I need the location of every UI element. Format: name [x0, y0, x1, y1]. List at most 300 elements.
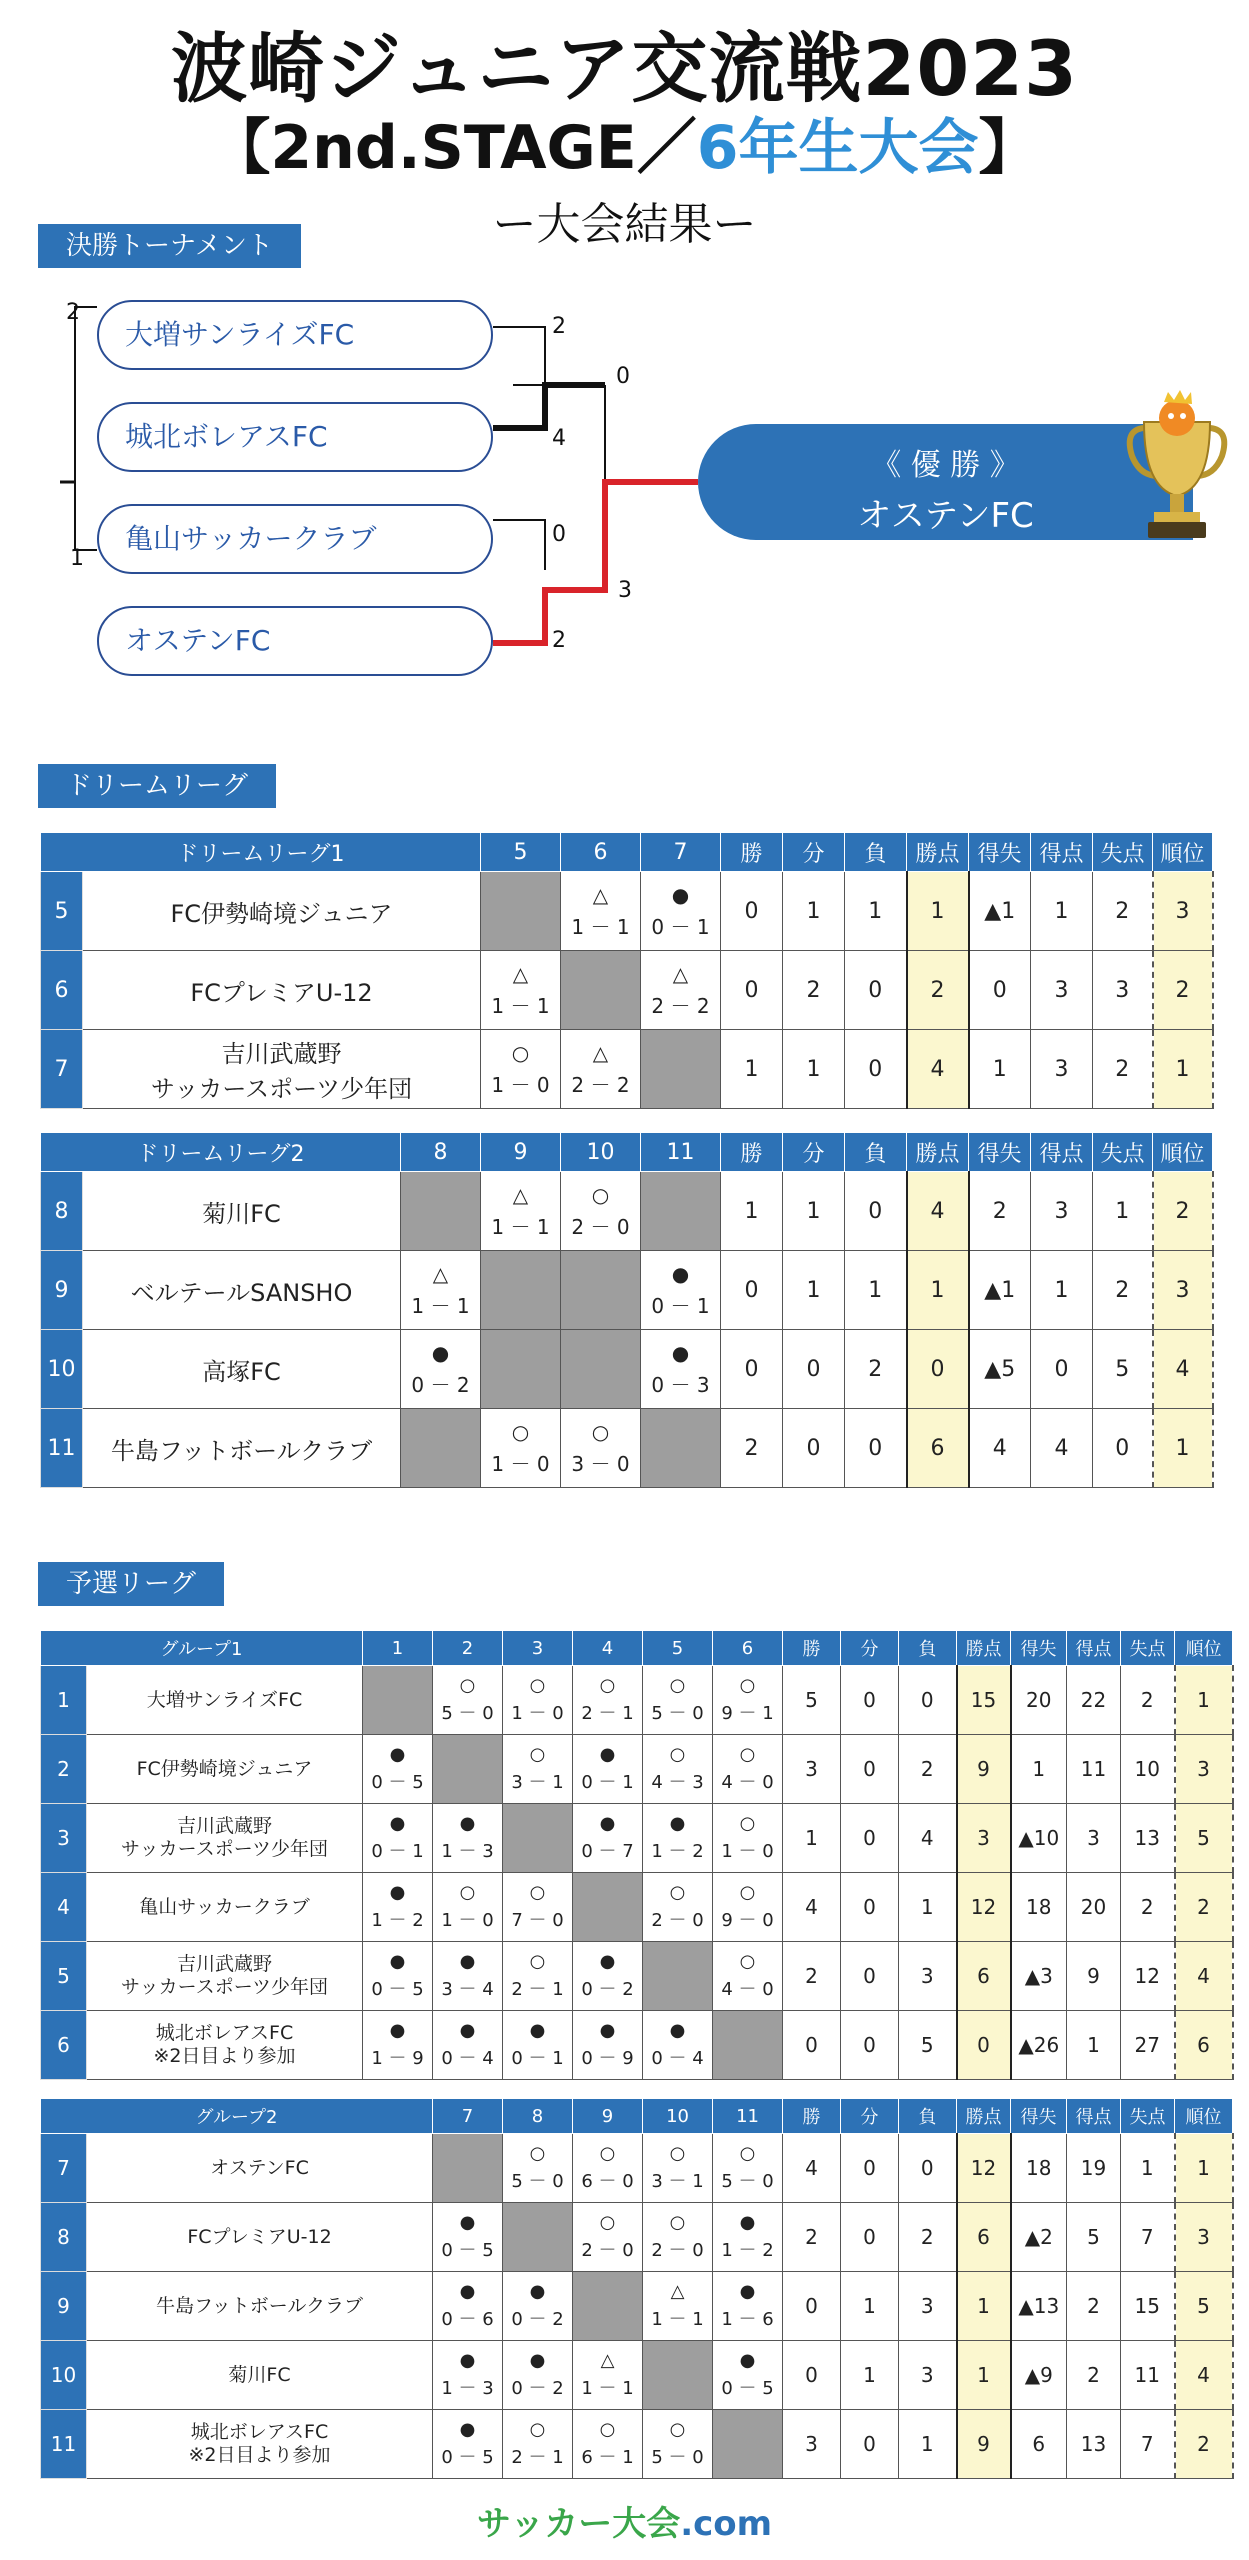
self-match-cell [713, 2011, 783, 2080]
stat-points: 6 [957, 2203, 1011, 2272]
result-mark: ● [389, 1744, 406, 1766]
result-mark: ● [459, 2212, 476, 2234]
col-header: 6 [561, 833, 641, 872]
team-number: 11 [41, 2410, 87, 2479]
stat-draws: 0 [841, 2410, 899, 2479]
stat-wins: 2 [783, 2203, 841, 2272]
match-score: 2 － 0 [581, 2240, 634, 2261]
team-number: 11 [41, 1409, 83, 1488]
stat-goal-diff: 1 [1011, 1735, 1067, 1804]
result-mark: ○ [739, 1744, 756, 1766]
stat-goals-against: 13 [1121, 1804, 1175, 1873]
stat-goals-against: 15 [1121, 2272, 1175, 2341]
stat-goals-for: 0 [1031, 1330, 1093, 1409]
result-mark: ○ [511, 1420, 530, 1444]
result-mark: ○ [511, 1041, 530, 1065]
match-score: 2 － 0 [651, 2240, 704, 2261]
stat-goals-against: 27 [1121, 2011, 1175, 2080]
stat-goals-against: 2 [1121, 1666, 1175, 1735]
match-result [713, 1873, 783, 1942]
team-name: 牛島フットボールクラブ [87, 2272, 433, 2341]
self-match-cell [561, 1251, 641, 1330]
match-result [713, 2134, 783, 2203]
stat-points: 4 [907, 1030, 969, 1109]
result-mark: ○ [529, 1951, 546, 1973]
stat-goals-for: 5 [1067, 2203, 1121, 2272]
stat-wins: 3 [783, 2410, 841, 2479]
col-header: 8 [401, 1133, 481, 1172]
stat-goal-diff: ▲26 [1011, 2011, 1067, 2080]
stat-draws: 1 [783, 1251, 845, 1330]
match-result [643, 2272, 713, 2341]
champion-team: オステンFC [857, 496, 1034, 536]
match-score: 1 － 1 [581, 2378, 634, 2399]
stat-points: 12 [957, 2134, 1011, 2203]
self-match-cell [503, 1804, 573, 1873]
stat-goals-against: 5 [1093, 1330, 1153, 1409]
match-result [433, 2203, 503, 2272]
stat-goal-diff: ▲10 [1011, 1804, 1067, 1873]
col-header-losses: 負 [845, 833, 907, 872]
match-score: 0 － 9 [581, 2048, 634, 2069]
team-number: 9 [41, 2272, 87, 2341]
match-result [641, 1251, 721, 1330]
site-logo [0, 2496, 1249, 2545]
match-score: 1 － 1 [411, 1294, 470, 1318]
match-score: 4 － 0 [721, 1979, 774, 2000]
col-header-draws: 分 [841, 2099, 899, 2134]
score-outer-top: 2 [66, 300, 80, 325]
match-result [643, 1666, 713, 1735]
stat-goals-for: 20 [1067, 1873, 1121, 1942]
match-score: 3 － 4 [441, 1979, 494, 2000]
stat-wins: 0 [783, 2272, 841, 2341]
stat-losses: 0 [845, 1172, 907, 1251]
self-match-cell [641, 1409, 721, 1488]
col-header: 5 [481, 833, 561, 872]
team-number: 6 [41, 2011, 87, 2080]
prelim-group-1-table [40, 1630, 1234, 2080]
stat-draws: 2 [783, 951, 845, 1030]
result-mark: ○ [599, 1675, 616, 1697]
result-mark: ● [671, 883, 690, 907]
match-result [433, 2410, 503, 2479]
result-mark: △ [600, 2350, 615, 2372]
stat-goals-against: 11 [1121, 2341, 1175, 2410]
match-result [433, 2011, 503, 2080]
stat-losses: 2 [899, 2203, 957, 2272]
match-score: 1 － 3 [441, 1841, 494, 1862]
col-header: 11 [713, 2099, 783, 2134]
stat-points: 15 [957, 1666, 1011, 1735]
score-final-top: 0 [616, 364, 630, 389]
col-header: 2 [433, 1631, 503, 1666]
self-match-cell [503, 2203, 573, 2272]
match-score: 7 － 0 [511, 1910, 564, 1931]
result-mark: ○ [591, 1183, 610, 1207]
stat-wins: 0 [721, 951, 783, 1030]
stat-losses: 1 [845, 872, 907, 951]
stat-rank: 1 [1175, 2134, 1233, 2203]
match-score: 0 － 5 [371, 1772, 424, 1793]
match-result [363, 1804, 433, 1873]
self-match-cell [401, 1172, 481, 1251]
stat-goals-for: 22 [1067, 1666, 1121, 1735]
col-header-points: 勝点 [907, 1133, 969, 1172]
trophy-icon [1122, 388, 1232, 548]
result-mark: ○ [459, 1882, 476, 1904]
site-logo-domain: .com [680, 2504, 773, 2544]
col-header-goals-for: 得点 [1067, 1631, 1121, 1666]
stat-goals-against: 12 [1121, 1942, 1175, 2011]
match-result [643, 1873, 713, 1942]
dream-league-1-table [40, 832, 1214, 1109]
stat-rank: 2 [1153, 951, 1213, 1030]
result-mark: ● [671, 1341, 690, 1365]
stat-goal-diff: 20 [1011, 1666, 1067, 1735]
col-header-wins: 勝 [783, 1631, 841, 1666]
stat-rank: 5 [1175, 1804, 1233, 1873]
result-mark: ○ [669, 2419, 686, 2441]
result-mark: △ [672, 962, 689, 986]
stat-goals-against: 7 [1121, 2203, 1175, 2272]
match-score: 5 － 0 [441, 1703, 494, 1724]
team-number: 10 [41, 2341, 87, 2410]
match-score: 1 － 2 [651, 1841, 704, 1862]
match-result [433, 1942, 503, 2011]
match-result [643, 2203, 713, 2272]
result-mark: ● [669, 2020, 686, 2042]
col-header: 8 [503, 2099, 573, 2134]
result-heading: ー大会結果ー [492, 199, 757, 250]
result-mark: ● [739, 2212, 756, 2234]
match-result [433, 1666, 503, 1735]
bracket-left-outer [75, 307, 97, 550]
prelim-group-2-table [40, 2098, 1234, 2479]
stat-goals-for: 1 [1067, 2011, 1121, 2080]
col-header-goal-diff: 得失 [1011, 1631, 1067, 1666]
stat-points: 6 [907, 1409, 969, 1488]
match-result [561, 1030, 641, 1109]
match-result [363, 2011, 433, 2080]
match-score: 0 － 1 [581, 1772, 634, 1793]
stat-goal-diff: ▲2 [1011, 2203, 1067, 2272]
match-score: 2 － 2 [571, 1073, 630, 1097]
match-score: 1 － 1 [651, 2309, 704, 2330]
match-result [573, 1735, 643, 1804]
stat-rank: 5 [1175, 2272, 1233, 2341]
result-mark: ● [459, 1813, 476, 1835]
stat-goal-diff: 1 [969, 1030, 1031, 1109]
stat-losses: 2 [845, 1330, 907, 1409]
self-match-cell [481, 1330, 561, 1409]
stat-goals-for: 19 [1067, 2134, 1121, 2203]
stat-rank: 1 [1175, 1666, 1233, 1735]
result-mark: ● [599, 1744, 616, 1766]
col-header: 9 [573, 2099, 643, 2134]
match-result [573, 2011, 643, 2080]
stat-goals-for: 2 [1067, 2272, 1121, 2341]
col-header-draws: 分 [783, 1133, 845, 1172]
match-score: 0 － 5 [721, 2378, 774, 2399]
result-mark: ○ [529, 1744, 546, 1766]
stat-goals-against: 2 [1093, 1251, 1153, 1330]
match-result [573, 1666, 643, 1735]
col-header-goals-against: 失点 [1093, 1133, 1153, 1172]
table-row [41, 872, 1213, 951]
main-title: 波崎ジュニア交流戦2023 [170, 24, 1078, 113]
result-mark: ● [389, 2020, 406, 2042]
col-header: 10 [643, 2099, 713, 2134]
match-result [713, 1666, 783, 1735]
col-header-wins: 勝 [721, 833, 783, 872]
result-mark: ● [599, 1813, 616, 1835]
col-header-goals-against: 失点 [1121, 1631, 1175, 1666]
stat-wins: 0 [721, 1330, 783, 1409]
result-mark: ○ [459, 1675, 476, 1697]
self-match-cell [401, 1409, 481, 1488]
stat-draws: 1 [783, 872, 845, 951]
match-result [433, 2341, 503, 2410]
table-row [41, 2410, 1233, 2479]
match-score: 5 － 0 [651, 2447, 704, 2468]
section-label-tournament: 決勝トーナメント [38, 224, 301, 268]
stat-goal-diff: 6 [1011, 2410, 1067, 2479]
champion-banner [698, 424, 1193, 540]
result-mark: ● [459, 2281, 476, 2303]
stat-draws: 1 [841, 2272, 899, 2341]
match-result [573, 1942, 643, 2011]
stat-goals-against: 2 [1121, 1873, 1175, 1942]
stat-losses: 1 [899, 2410, 957, 2479]
match-score: 0 － 4 [651, 2048, 704, 2069]
stat-points: 1 [907, 1251, 969, 1330]
champion-label: 《 優 勝 》 [871, 448, 1020, 483]
match-result [503, 1666, 573, 1735]
stat-goals-against: 1 [1121, 2134, 1175, 2203]
match-score: 2 － 0 [651, 1910, 704, 1931]
bracket-team-1: 大増サンライズFC [97, 300, 493, 370]
match-score: 3 － 0 [571, 1452, 630, 1476]
result-mark: ● [459, 1951, 476, 1973]
stat-draws: 0 [841, 2134, 899, 2203]
match-score: 2 － 1 [511, 2447, 564, 2468]
match-score: 5 － 0 [651, 1703, 704, 1724]
col-header-goal-diff: 得失 [1011, 2099, 1067, 2134]
result-mark: ○ [599, 2419, 616, 2441]
match-score: 3 － 1 [651, 2171, 704, 2192]
result-mark: △ [592, 883, 609, 907]
stat-goals-against: 7 [1121, 2410, 1175, 2479]
result-mark: ○ [669, 2143, 686, 2165]
result-mark: ○ [669, 1675, 686, 1697]
table-row [41, 2272, 1233, 2341]
stat-wins: 0 [783, 2341, 841, 2410]
match-result [713, 2203, 783, 2272]
table-title: ドリームリーグ1 [41, 833, 481, 872]
stat-goal-diff: 4 [969, 1409, 1031, 1488]
col-header: 9 [481, 1133, 561, 1172]
match-score: 6 － 0 [581, 2171, 634, 2192]
table-row [41, 1873, 1233, 1942]
bracket-semi1-top [493, 327, 545, 385]
team-number: 8 [41, 1172, 83, 1251]
stat-points: 0 [907, 1330, 969, 1409]
team-name: 大増サンライズFC [87, 1666, 363, 1735]
match-score: 0 － 1 [371, 1841, 424, 1862]
stat-goals-against: 2 [1093, 1030, 1153, 1109]
dream-league-2-table [40, 1132, 1214, 1488]
team-name: FC伊勢崎境ジュニア [83, 872, 481, 951]
sub-title [0, 100, 1249, 186]
score-r1-a: 2 [552, 314, 566, 339]
stat-rank: 4 [1175, 1942, 1233, 2011]
col-header-losses: 負 [899, 2099, 957, 2134]
table-row [41, 1409, 1213, 1488]
result-mark: ○ [599, 2212, 616, 2234]
match-score: 1 － 0 [511, 1703, 564, 1724]
stat-losses: 0 [899, 1666, 957, 1735]
col-header: 7 [641, 833, 721, 872]
result-mark: ● [389, 1882, 406, 1904]
match-result [573, 2203, 643, 2272]
match-result [641, 872, 721, 951]
stat-points: 3 [957, 1804, 1011, 1873]
stat-goal-diff: ▲3 [1011, 1942, 1067, 2011]
stat-points: 0 [957, 2011, 1011, 2080]
score-r1-b: 4 [552, 426, 566, 451]
col-header-points: 勝点 [907, 833, 969, 872]
match-score: 5 － 0 [511, 2171, 564, 2192]
stat-draws: 0 [841, 2011, 899, 2080]
stat-goals-for: 3 [1031, 951, 1093, 1030]
match-score: 0 － 1 [511, 2048, 564, 2069]
stat-wins: 1 [721, 1030, 783, 1109]
result-mark: ● [599, 2020, 616, 2042]
result-mark: ● [599, 1951, 616, 1973]
match-score: 9 － 0 [721, 1910, 774, 1931]
result-mark: ● [389, 1813, 406, 1835]
match-result [481, 1030, 561, 1109]
col-header-goals-for: 得点 [1067, 2099, 1121, 2134]
team-number: 1 [41, 1666, 87, 1735]
result-mark: △ [592, 1041, 609, 1065]
table-row [41, 1735, 1233, 1804]
match-result [433, 2272, 503, 2341]
score-final-bottom: 3 [618, 578, 632, 603]
stat-rank: 1 [1153, 1409, 1213, 1488]
result-mark: ○ [669, 1744, 686, 1766]
self-match-cell [643, 2341, 713, 2410]
stat-points: 4 [907, 1172, 969, 1251]
col-header: 4 [573, 1631, 643, 1666]
match-score: 2 － 1 [511, 1979, 564, 2000]
team-number: 7 [41, 1030, 83, 1109]
result-mark: ○ [529, 1882, 546, 1904]
match-score: 2 － 1 [581, 1703, 634, 1724]
col-header: 3 [503, 1631, 573, 1666]
stat-goals-against: 10 [1121, 1735, 1175, 1804]
result-mark: ○ [529, 1675, 546, 1697]
match-score: 0 － 2 [411, 1373, 470, 1397]
match-result [561, 1409, 641, 1488]
team-name: ベルテールSANSHO [83, 1251, 401, 1330]
team-name: 菊川FC [87, 2341, 433, 2410]
match-result [573, 2134, 643, 2203]
section-label-prelim: 予選リーグ [38, 1562, 224, 1606]
team-name: 亀山サッカークラブ [87, 1873, 363, 1942]
col-header-goals-against: 失点 [1121, 2099, 1175, 2134]
stat-wins: 4 [783, 1873, 841, 1942]
stat-points: 2 [907, 951, 969, 1030]
match-result [713, 2272, 783, 2341]
team-name: 城北ボレアスFC ※2日目より参加 [87, 2410, 433, 2479]
table-row [41, 1030, 1213, 1109]
stat-rank: 3 [1175, 2203, 1233, 2272]
result-mark: △ [512, 1183, 529, 1207]
self-match-cell [643, 1942, 713, 2011]
sub-title-stage: 【2nd.STAGE／ [210, 113, 697, 183]
stat-draws: 0 [841, 1666, 899, 1735]
team-name: 牛島フットボールクラブ [83, 1409, 401, 1488]
score-r1-d: 2 [552, 628, 566, 653]
col-header-goal-diff: 得失 [969, 1133, 1031, 1172]
stat-losses: 3 [899, 2272, 957, 2341]
stat-wins: 5 [783, 1666, 841, 1735]
stat-goals-for: 3 [1031, 1030, 1093, 1109]
match-score: 1 － 1 [491, 1215, 550, 1239]
stat-goals-against: 3 [1093, 951, 1153, 1030]
stat-points: 9 [957, 2410, 1011, 2479]
stat-goal-diff: ▲13 [1011, 2272, 1067, 2341]
stat-rank: 4 [1153, 1330, 1213, 1409]
stat-rank: 2 [1153, 1172, 1213, 1251]
score-r1-c: 0 [552, 522, 566, 547]
match-score: 0 － 3 [651, 1373, 710, 1397]
stat-goals-for: 2 [1067, 2341, 1121, 2410]
stat-goal-diff: ▲1 [969, 1251, 1031, 1330]
stat-wins: 4 [783, 2134, 841, 2203]
result-mark: △ [670, 2281, 685, 2303]
stat-goal-diff: ▲9 [1011, 2341, 1067, 2410]
stat-goals-for: 9 [1067, 1942, 1121, 2011]
table-row [41, 1172, 1213, 1251]
stat-draws: 0 [841, 1873, 899, 1942]
col-header: 10 [561, 1133, 641, 1172]
stat-goals-against: 0 [1093, 1409, 1153, 1488]
match-score: 0 － 2 [511, 2309, 564, 2330]
match-result [363, 1735, 433, 1804]
stat-rank: 3 [1153, 872, 1213, 951]
match-result [643, 2134, 713, 2203]
stat-losses: 4 [899, 1804, 957, 1873]
result-mark: ○ [739, 1951, 756, 1973]
col-header: 6 [713, 1631, 783, 1666]
col-header-rank: 順位 [1153, 833, 1213, 872]
match-score: 1 － 2 [721, 2240, 774, 2261]
sub-title-close: 】 [978, 113, 1039, 183]
stat-rank: 2 [1175, 2410, 1233, 2479]
match-score: 3 － 1 [511, 1772, 564, 1793]
self-match-cell [573, 1873, 643, 1942]
match-score: 1 － 0 [491, 1452, 550, 1476]
result-mark: ○ [591, 1420, 610, 1444]
table-row [41, 2134, 1233, 2203]
team-name: 吉川武蔵野 サッカースポーツ少年団 [83, 1030, 481, 1109]
match-result [481, 1172, 561, 1251]
result-mark: ○ [739, 2143, 756, 2165]
result-mark: ○ [529, 2419, 546, 2441]
